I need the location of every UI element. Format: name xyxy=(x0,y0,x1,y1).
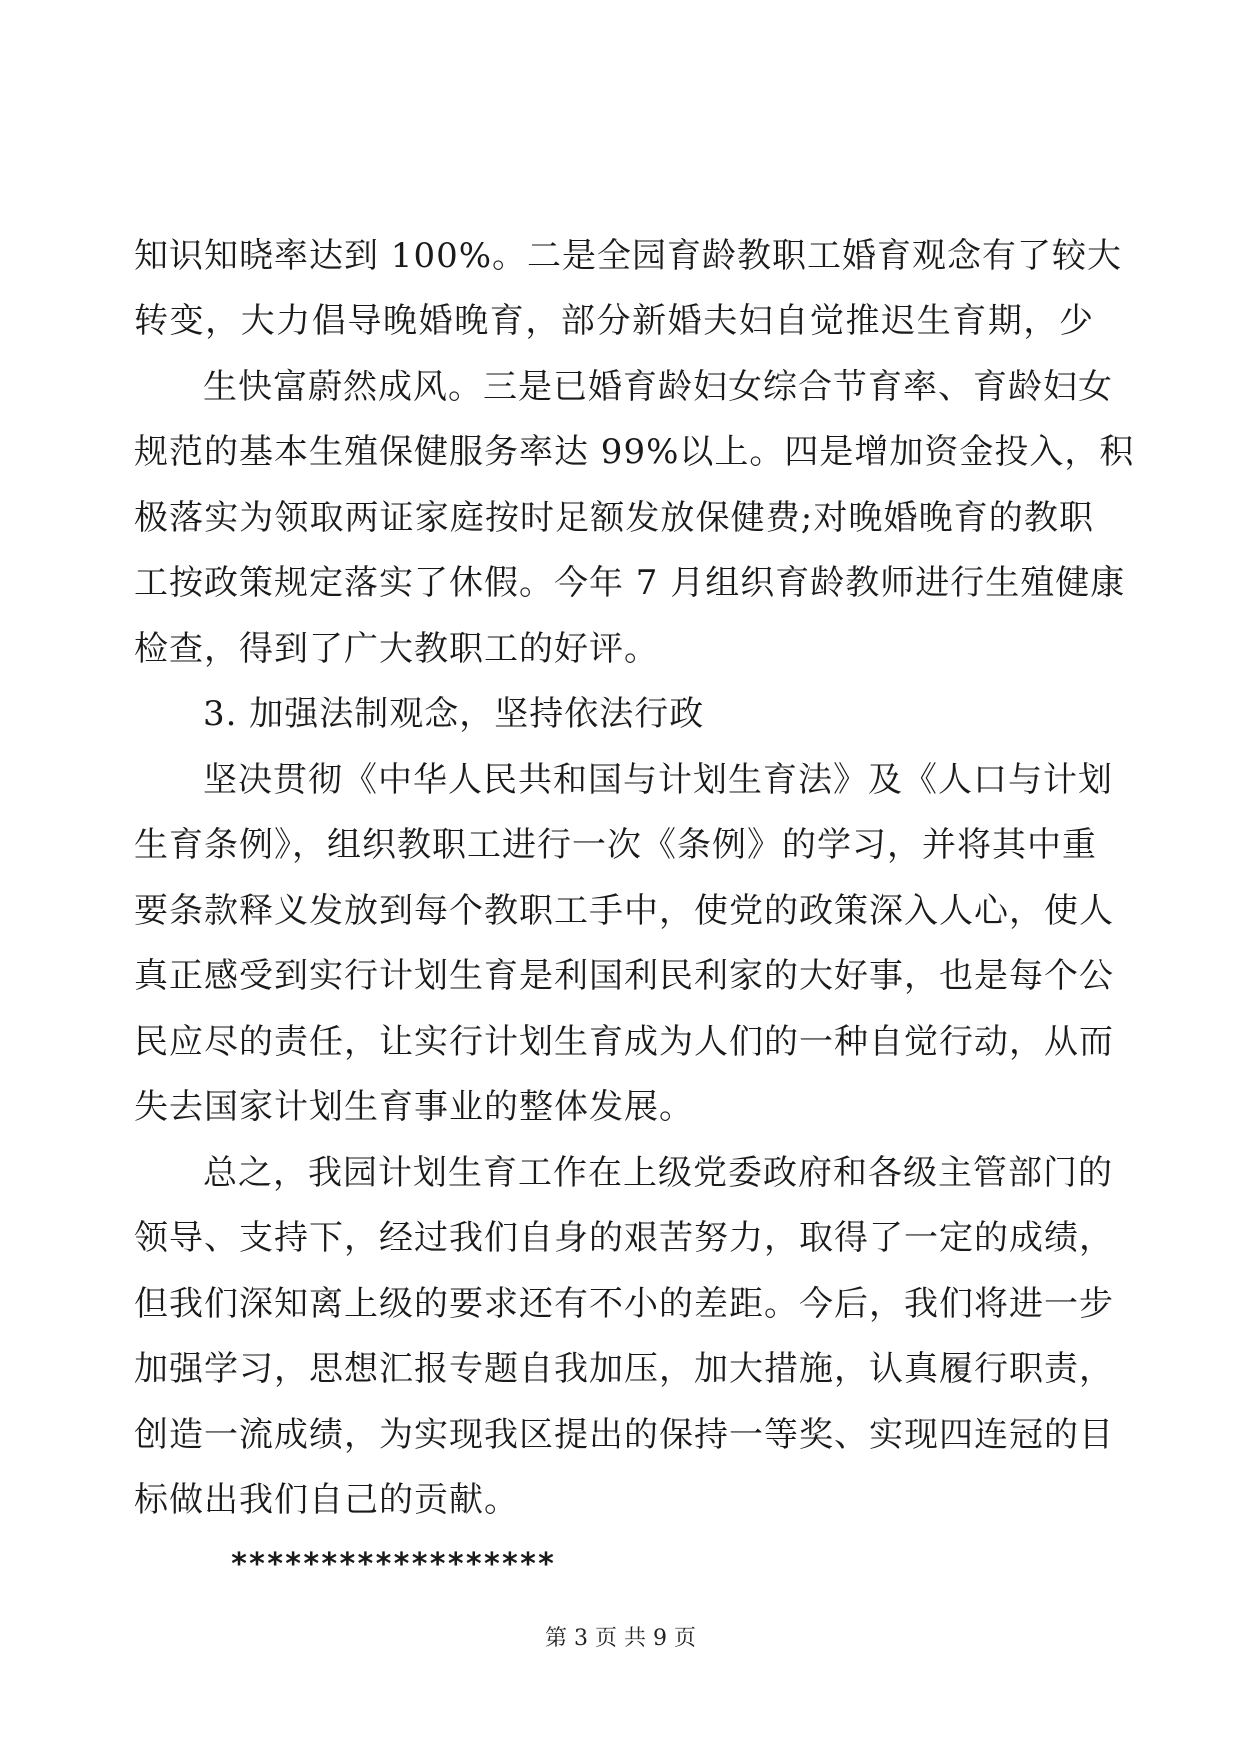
body-line-6: 工按政策规定落实了休假。今年 7 月组织育龄教师进行生殖健康 xyxy=(134,563,1126,603)
body-line-19: 创造一流成绩，为实现我区提出的保持一等奖、实现四连冠的目 xyxy=(134,1415,1114,1455)
body-line-1: 知识知晓率达到 100%。二是全园育龄教职工婚育观念有了较大 xyxy=(134,236,1123,276)
body-line-12: 真正感受到实行计划生育是利国利民利家的大好事，也是每个公 xyxy=(134,956,1114,996)
body-line-17: 但我们深知离上级的要求还有不小的差距。今后，我们将进一步 xyxy=(134,1284,1114,1324)
body-line-16: 领导、支持下，经过我们自身的艰苦努力，取得了一定的成绩， xyxy=(134,1218,1114,1258)
body-line-3: 生快富蔚然成风。三是已婚育龄妇女综合节育率、育龄妇女 xyxy=(203,367,1113,407)
body-line-11: 要条款释义发放到每个教职工手中，使党的政策深入人心，使人 xyxy=(134,891,1114,931)
section-heading: 3. 加强法制观念，坚持依法行政 xyxy=(203,694,705,734)
body-line-20: 标做出我们自己的贡献。 xyxy=(134,1480,519,1520)
separator-stars: ****************** xyxy=(230,1547,556,1582)
body-line-4: 规范的基本生殖保健服务率达 99%以上。四是增加资金投入，积 xyxy=(134,432,1135,472)
body-line-2: 转变，大力倡导晚婚晚育，部分新婚夫妇自觉推迟生育期，少 xyxy=(134,301,1094,341)
body-line-13: 民应尽的责任，让实行计划生育成为人们的一种自觉行动，从而 xyxy=(134,1022,1114,1062)
body-line-18: 加强学习，思想汇报专题自我加压，加大措施，认真履行职责， xyxy=(134,1349,1114,1389)
body-line-14: 失去国家计划生育事业的整体发展。 xyxy=(134,1087,694,1127)
page-footer: 第 3 页 共 9 页 xyxy=(545,1626,696,1651)
body-line-9: 坚决贯彻《中华人民共和国与计划生育法》及《人口与计划 xyxy=(203,760,1113,800)
body-line-5: 极落实为领取两证家庭按时足额发放保健费;对晚婚晚育的教职 xyxy=(134,498,1094,538)
body-line-7: 检查，得到了广大教职工的好评。 xyxy=(134,629,659,669)
body-line-10: 生育条例》，组织教职工进行一次《条例》的学习，并将其中重 xyxy=(134,825,1097,865)
body-line-15: 总之，我园计划生育工作在上级党委政府和各级主管部门的 xyxy=(203,1153,1113,1193)
